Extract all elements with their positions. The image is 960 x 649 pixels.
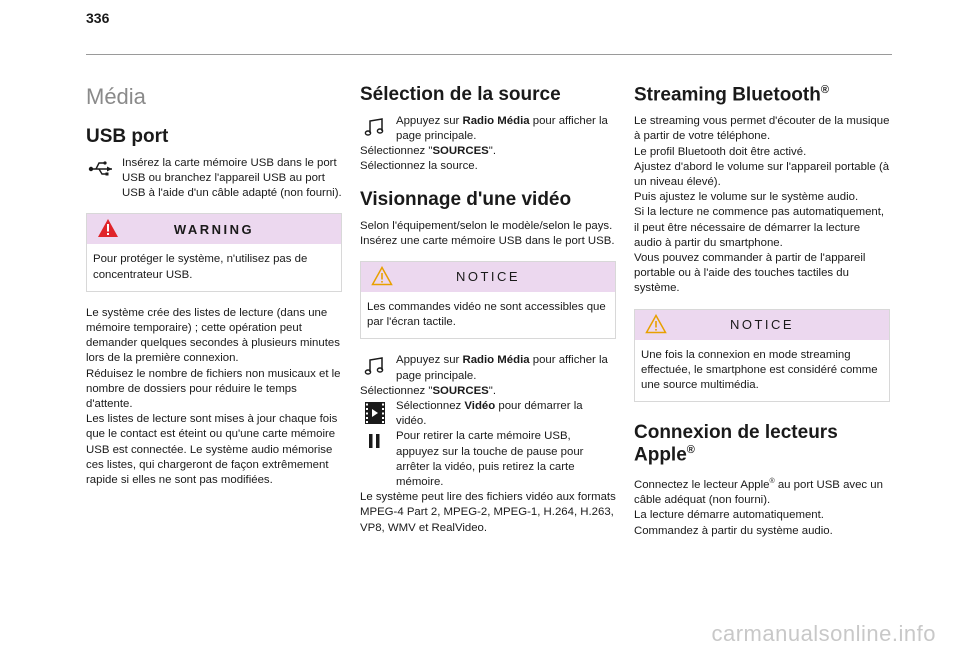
notice-icon	[371, 266, 393, 286]
video-intro: Selon l'équipement/selon le modèle/selon le pays. Insérez une carte mémoire USB dans le port USB.	[360, 219, 615, 247]
video-notice-box	[360, 261, 616, 339]
column-3	[634, 78, 890, 539]
warning-box	[86, 213, 342, 291]
header-rule	[86, 54, 892, 55]
bluetooth-notice-header	[635, 310, 889, 340]
usb-intro-text: Insérez la carte mémoire USB dans le port USB ou branchez l'appareil USB au port USB à l'aide d'un câble adapté (non fourni).	[122, 156, 342, 200]
source-heading: Sélection de la source	[360, 84, 561, 105]
video-select-text: Sélectionnez Vidéo pour démarrer la vidéo.	[396, 399, 583, 428]
watermark: carmanualsonline.info	[711, 621, 936, 646]
video-select-block	[360, 399, 616, 429]
video-notice-text: Les commandes vidéo ne sont accessibles que par l'écran tactile.	[367, 300, 606, 329]
warning-icon	[97, 218, 119, 238]
video-heading: Visionnage d'une vidéo	[360, 188, 572, 210]
warning-label: WARNING	[173, 221, 255, 237]
apple-heading: Connexion de lecteurs Apple®	[634, 422, 838, 466]
column-2	[360, 78, 616, 536]
bluetooth-heading: Streaming Bluetooth®	[634, 84, 829, 106]
bluetooth-notice-text: Une fois la connexion en mode streaming effectuée, le smartphone est considéré comme une source multimédia.	[641, 348, 878, 392]
source-select-source: Sélectionnez la source.	[360, 160, 478, 173]
video-press-block	[360, 353, 616, 383]
source-select-sources: Sélectionnez "SOURCES".	[360, 145, 496, 158]
playlist-body: Le système crée des listes de lecture (dans une mémoire temporaire) ; cette opération peut demander quelques secondes à plusieurs minutes lors de la première connexion. Réduisez le nombre de fichiers non musicaux et le nombre de dossiers pour réduire le temps d'attente. Les listes de lecture sont mises à jour chaque fois que le contact est éteint ou qu'une carte mémoire USB est connectée. Le système audio mémorise ces listes, qui chargeront de façon extrêmement rapide si elles ne sont pas modifiées.	[86, 306, 341, 487]
column-1	[86, 78, 342, 488]
pause-block	[360, 429, 616, 490]
bluetooth-body: Le streaming vous permet d'écouter de la musique à partir de votre téléphone. Le profil Bluetooth doit être activé. Ajustez d'abord le volume sur l'appareil portable (à un niveau élevé). Puis ajustez le volume sur le système audio. Si la lecture ne commence pas automatiquement, il peut être nécessaire de démarrer la lecture audio à partir du smartphone. Vous pouvez commander à partir de l'appareil portable ou à l'aide des touches tactiles du système.	[634, 115, 890, 295]
pause-icon	[362, 430, 388, 454]
apple-connect-text: Connectez le lecteur Apple® au port USB avec un câble adéquat (non fourni).	[634, 478, 883, 507]
video-notice-label: NOTICE	[455, 269, 521, 285]
video-select-sources: Sélectionnez "SOURCES".	[360, 384, 496, 397]
usb-port-heading: USB port	[86, 126, 169, 147]
usb-intro-block	[86, 156, 342, 202]
bluetooth-notice-box	[634, 309, 890, 403]
video-press-text: Appuyez sur Radio Média pour afficher la page principale.	[396, 354, 608, 382]
notice-icon	[645, 314, 667, 334]
warning-header	[87, 214, 341, 244]
pause-remove-text: Pour retirer la carte mémoire USB, appuyez sur la touche de pause pour arrêter la vidéo, puis retirez la carte mémoire.	[396, 430, 584, 488]
video-notice-header	[361, 262, 615, 292]
video-formats-text: Le système peut lire des fichiers vidéo aux formats MPEG-4 Part 2, MPEG-2, MPEG-1, H.264, H.263, VP8, WMV et RealVideo.	[360, 491, 616, 534]
source-press-text: Appuyez sur Radio Média pour afficher la page principale.	[396, 114, 608, 143]
page-number: 336	[86, 10, 110, 26]
video-film-icon	[362, 401, 388, 425]
source-press-block	[360, 114, 616, 144]
apple-playback-text: La lecture démarre automatiquement. Commandez à partir du système audio.	[634, 509, 833, 537]
warning-text: Pour protéger le système, n'utilisez pas de concentrateur USB.	[93, 253, 308, 281]
music-note-icon	[362, 354, 388, 378]
chapter-title: Média	[86, 84, 146, 109]
bluetooth-notice-label: NOTICE	[729, 317, 795, 333]
usb-icon	[88, 157, 114, 181]
music-note-icon	[362, 115, 388, 139]
